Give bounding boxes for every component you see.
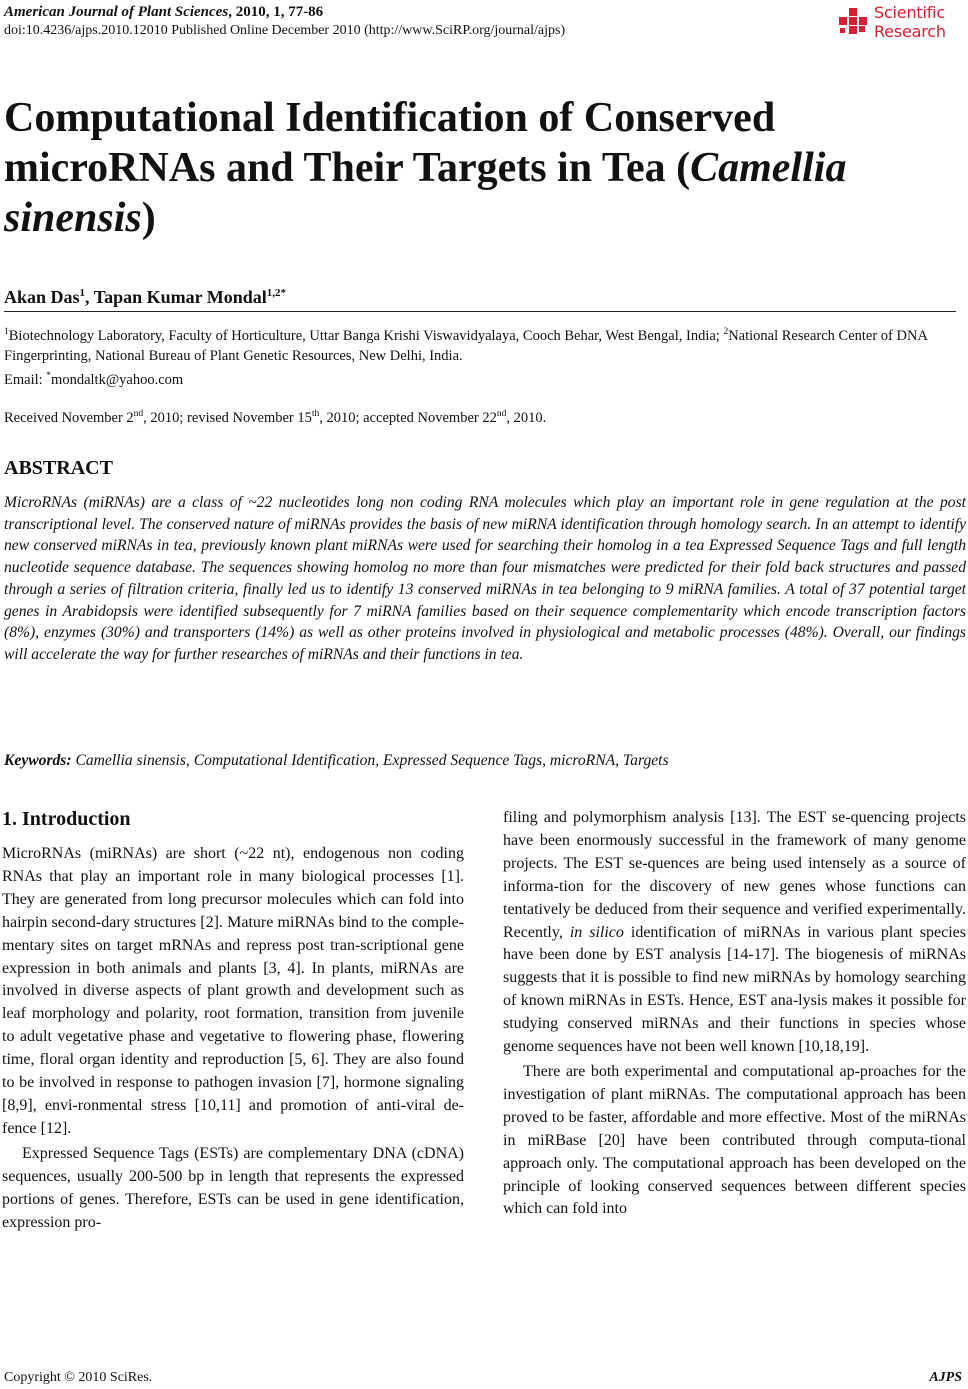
publisher-logo-icon: [836, 6, 870, 40]
accepted-year: , 2010.: [506, 409, 547, 426]
accepted-text: , 2010; accepted November 22: [319, 409, 497, 426]
accepted-suffix: nd: [496, 409, 507, 419]
received-text: Received November 2: [4, 409, 134, 426]
intro-paragraph-3-end: identification of miRNAs in various plant species have been done by EST analysis [14-17]. The biogenesis of miRNAs suggests that it is possible to find new miRNAs by homology searching of known miRNAs in ESTs. Hence, EST ana-lysis makes it possible for studying conserved miRNAs and their functions in species whose genome sequences have not been well known [10,18,19].: [503, 923, 967, 1056]
affiliation-2-marker: 2: [723, 327, 729, 337]
intro-paragraph-3: [503, 807, 966, 1059]
section-heading-introduction: 1. Introduction: [2, 808, 131, 830]
title-species: Camellia sinensis: [4, 145, 847, 241]
publisher-logo: [836, 2, 964, 42]
abstract-text: MicroRNAs (miRNAs) are a class of ~22 nucleotides long non coding RNA molecules which play an important role in gene regulation at the post transcriptional level. The conserved nature of miRNAs provides the basis of new miRNA identification through homology search. In an attempt to identify new conserved miRNAs in tea, previously known plant miRNAs were used for searching their homolog in a tea Expressed Sequence Tags and full length nucleotide sequence database. The sequences showing homolog no more than four mismatches were predicted for their fold back structures and passed through a series of filtration criteria, finally led us to identify 13 conserved miRNAs in tea belonging to 9 miRNA families. A total of 37 potential target genes in Arabidopsis were identified subsequently for 7 miRNA families based on their sequence complementarity which encode transcription factors (8%), enzymes (30%) and transporters (14%) as well as other proteins involved in physiological and metabolic processes (48%). Overall, our findings will accelerate the way for further researches of miRNAs and their functions in tea.: [4, 494, 966, 663]
publisher-logo-text: [874, 3, 946, 41]
page-footer: [4, 1369, 962, 1387]
intro-paragraph-4: There are both experimental and computational ap-proaches for the investigation of plant miRNAs. The computational approach has been proved to be faster, affordable and more effective. Most of the miRNAs in miRBase [20] have been contributed through computa-tional approach only. The computational approach has been developed on the principle of looking conserved sequences between different species which can fold into: [503, 1062, 966, 1218]
email-line: [4, 366, 966, 390]
email-marker: *: [46, 370, 52, 381]
email-label: Email:: [4, 371, 47, 388]
abstract-heading: ABSTRACT: [4, 457, 113, 479]
received-suffix: nd: [133, 409, 144, 419]
in-silico-term: in silico: [569, 923, 624, 941]
affiliations: [4, 322, 966, 390]
author-2: Tapan Kumar Mondal: [93, 287, 267, 307]
revised-text: , 2010; revised November 15: [143, 409, 312, 426]
author-1: Akan Das: [4, 287, 80, 307]
keywords: [4, 750, 966, 772]
journal-abbreviation: AJPS: [929, 1370, 962, 1385]
intro-paragraph-2: Expressed Sequence Tags (ESTs) are complementary DNA (cDNA) sequences, usually 200-500 bp in length that represents the expressed portions of genes. Therefore, ESTs can be used in gene identification, expression pro-: [2, 1144, 464, 1231]
copyright: Copyright © 2010 SciRes.: [4, 1370, 153, 1385]
revised-suffix: th: [311, 409, 320, 419]
running-header: [4, 3, 804, 40]
journal-name: American Journal of Plant Sciences: [4, 4, 229, 20]
author-separator: ,: [85, 287, 94, 307]
author-list: [4, 281, 286, 309]
keywords-label: Keywords: [4, 752, 67, 769]
received-dates: [4, 404, 546, 428]
logo-line-1: Scientific: [874, 3, 945, 22]
keywords-list: Camellia sinensis, Computational Identification, Expressed Sequence Tags, microRNA, Targets: [75, 752, 669, 769]
author-2-affiliation: 1,2*: [266, 287, 287, 299]
title-part-1: Computational Identification of Conserved microRNAs and Their Targets in Tea (: [4, 95, 776, 191]
author-1-affiliation: 1: [79, 287, 86, 299]
intro-paragraph-1: MicroRNAs (miRNAs) are short (~22 nt), endogenous non coding RNAs that play an important role in many biological processes [1]. They are generated from long precursor molecules which can fold into hairpin second-dary structures [2]. Mature miRNAs bind to the comple-mentary sites on target mRNAs and repress post tran-scriptional gene expression in both animals and plants [3, 4]. In plants, miRNAs are involved in diverse aspects of plant growth and development such as leaf morphology and polarity, root formation, transition from juvenile to adult vegetative phase and vegetative to flowering phase, flowering time, floral organ identity and reproduction [5, 6]. They are also found to be involved in response to pathogen invasion [7], hormone signaling [8,9], envi-ronmental stress [10,11] and promotion of anti-viral de-fence [12].: [2, 845, 464, 1137]
logo-line-2: Research: [874, 22, 946, 41]
affiliation-1: Biotechnology Laboratory, Faculty of Horticulture, Uttar Banga Krishi Viswavidyalaya, Cooch Behar, West Bengal, India;: [8, 327, 724, 344]
paper-title: [4, 93, 954, 243]
title-part-2: ): [141, 195, 156, 241]
body-column-left: [2, 807, 464, 1234]
body-column-right: [503, 807, 966, 1221]
intro-paragraph-3-start: filing and polymorphism analysis [13]. The EST se-quencing projects have been enormously successful in the framework of many genome projects. The EST se-quences are being used intensely as a source of informa-tion for the discovery of new genes whose functions can tentatively be deduced from their sequence and verified experimentally. Recently,: [503, 809, 966, 941]
journal-citation: [4, 3, 804, 21]
affiliation-text: [4, 322, 966, 366]
keywords-colon: :: [66, 752, 76, 769]
affiliation-1-marker: 1: [4, 327, 9, 337]
email-address[interactable]: mondaltk@yahoo.com: [51, 371, 184, 388]
doi-line: doi:10.4236/ajps.2010.12010 Published Online December 2010 (http://www.SciRP.org/journal/ajps): [4, 23, 566, 38]
affiliation-2: National Research Center of DNA Fingerprinting, National Bureau of Plant Genetic Resources, New Delhi, India.: [4, 327, 928, 364]
journal-issue: , 2010, 1, 77-86: [228, 4, 324, 20]
header-divider: [4, 311, 956, 312]
